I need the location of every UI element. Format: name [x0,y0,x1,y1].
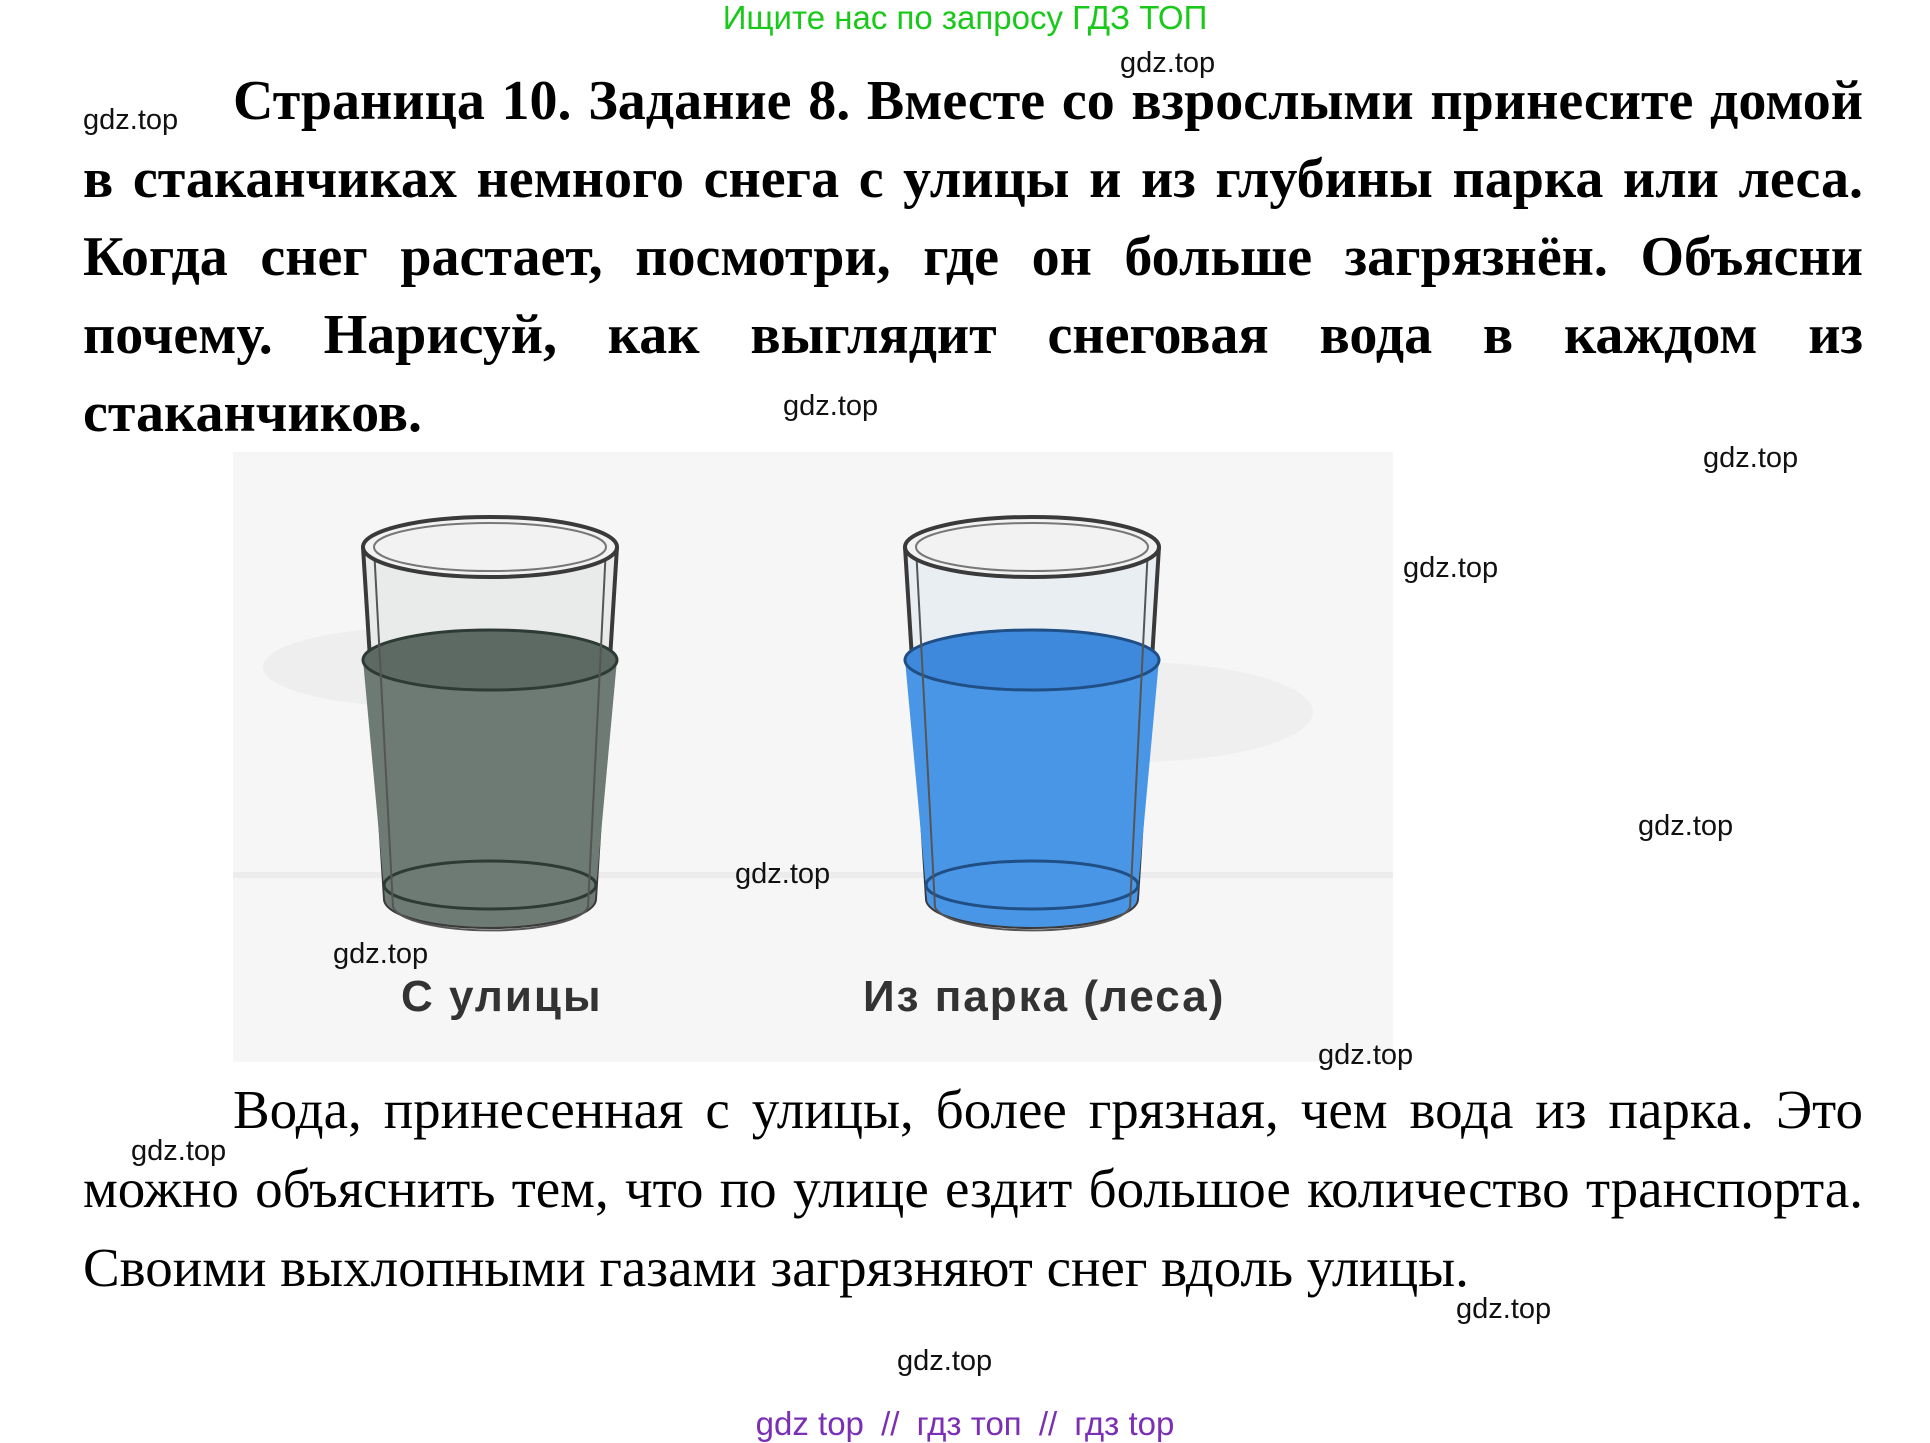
footer-link-gdz-top-ru[interactable]: гдз топ [916,1405,1022,1442]
footer-link-gdz-top[interactable]: gdz top [755,1405,864,1442]
glass-street-label: С улицы [401,972,603,1021]
watermark: gdz.top [83,104,179,136]
footer-link-gdz-top-mixed[interactable]: гдз top [1074,1405,1175,1442]
glass-street [363,517,617,930]
task-text: Страница 10. Задание 8. Вместе со взрослыми принесите домой в стаканчиках немного снега с улицы и из глубины парка или леса. Когда снег растает, посмотри, где он больше загрязнён. Объясни почему. Нарисуй, как выглядит снеговая вода в каждом из стаканчиков. [83,70,1863,444]
glass-park-label: Из парка (леса) [863,972,1226,1021]
watermark: gdz.top [1638,810,1734,842]
footer-separator: // [881,1405,900,1442]
watermark: gdz.top [1403,552,1499,584]
footer-links [0,1405,1930,1443]
watermark: gdz.top [1318,1039,1414,1071]
watermark: gdz.top [333,938,429,970]
glass-park [905,517,1159,930]
watermark: gdz.top [1456,1293,1552,1325]
watermark: gdz.top [1120,47,1216,79]
watermark: gdz.top [783,390,879,422]
footer-separator: // [1038,1405,1058,1442]
top-banner: Ищите нас по запросу ГДЗ ТОП [722,0,1208,36]
watermark: gdz.top [897,1345,993,1377]
watermark: gdz.top [735,858,831,890]
watermark: gdz.top [1703,442,1799,474]
watermark: gdz.top [131,1135,227,1167]
answer-text: Вода, принесенная с улицы, более грязная, чем вода из парка. Это можно объяснить тем, что по улице ездит большое количество транспорта. Своими выхлопными газами загрязняют снег вдоль улицы. [83,1079,1863,1298]
